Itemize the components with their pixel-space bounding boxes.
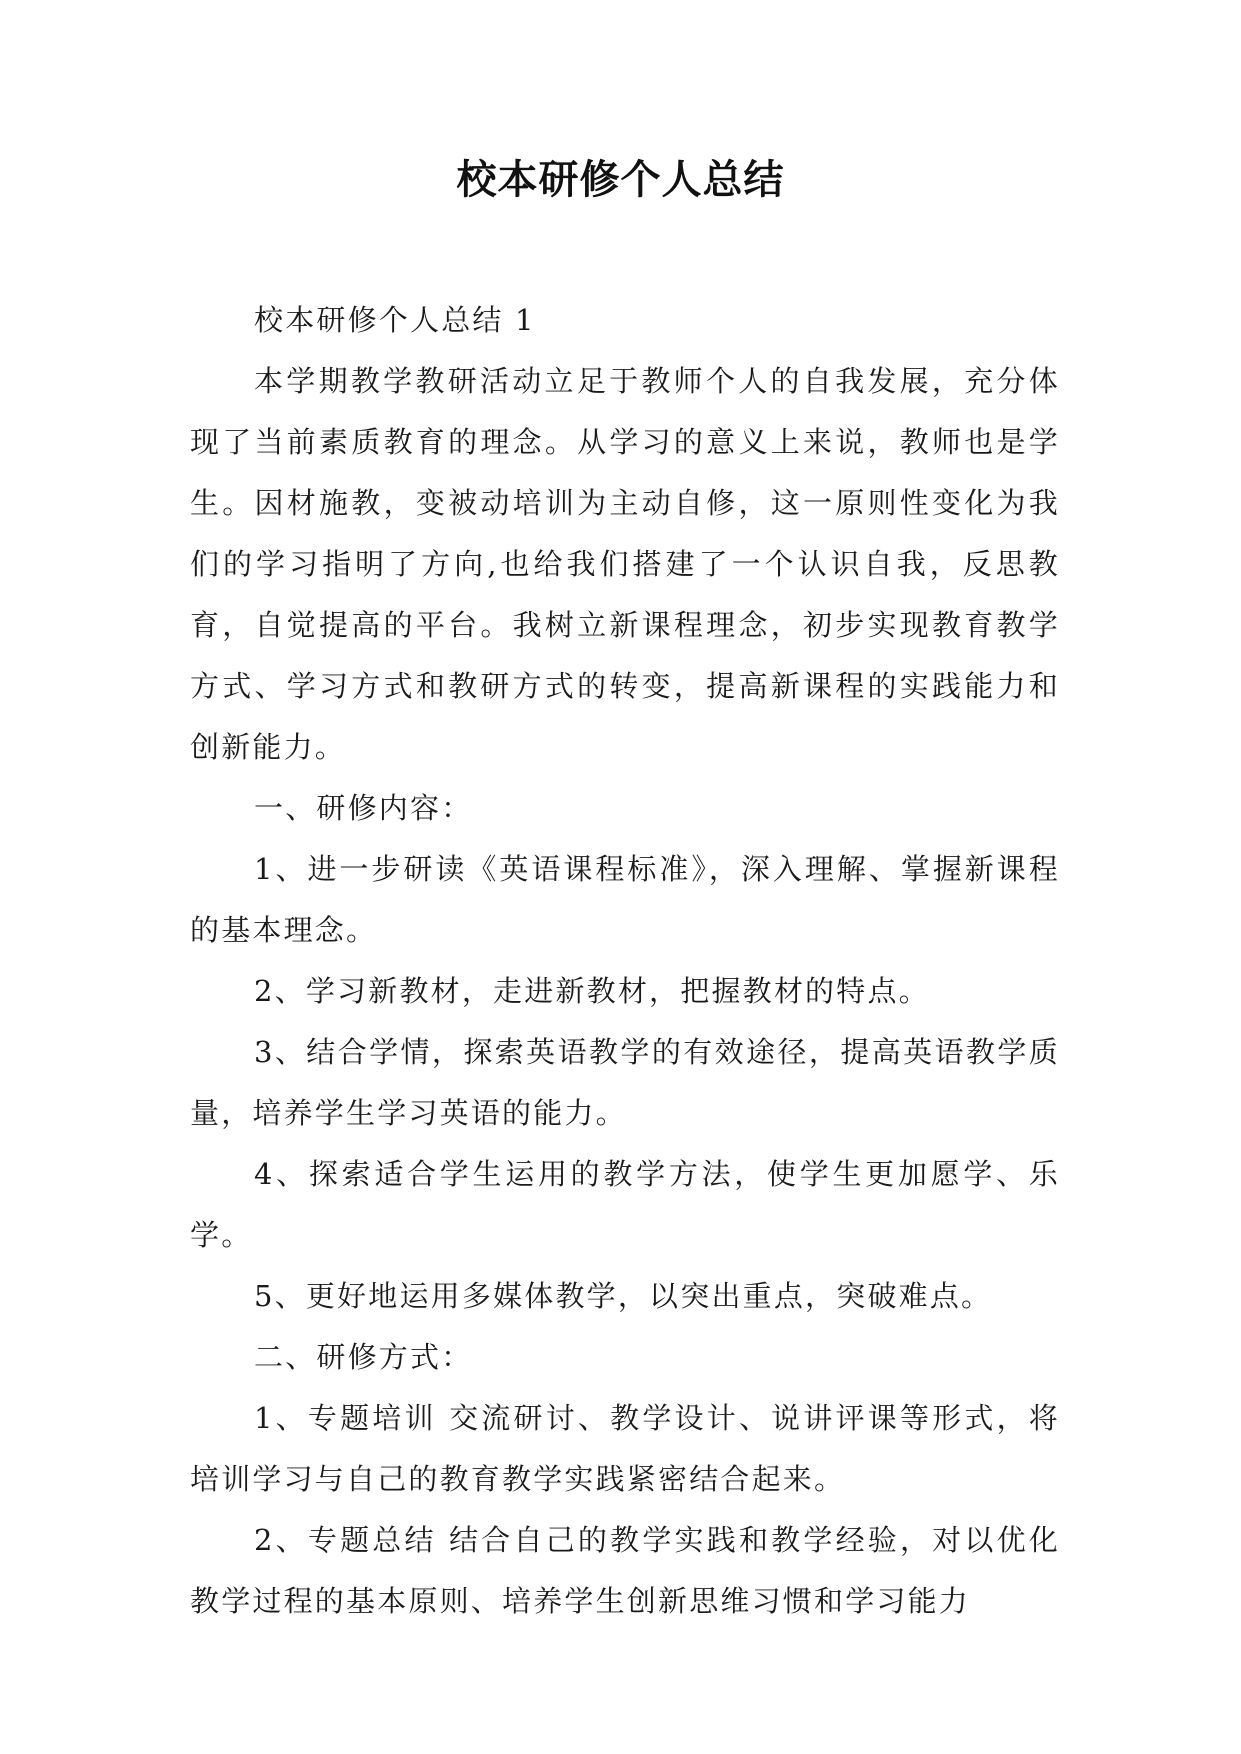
intro-paragraph: 本学期教学教研活动立足于教师个人的自我发展，充分体现了当前素质教育的理念。从学习的意义上来说，教师也是学生。因材施教，变被动培训为主动自修，这一原则性变化为我们的学习指明了方向,也给我们搭建了一个认识自我，反思教育，自觉提高的平台。我树立新课程理念，初步实现教育教学方式、学习方式和教研方式的转变，提高新课程的实践能力和创新能力。 — [190, 364, 1060, 764]
list-item: 3、结合学情，探索英语教学的有效途径，提高英语教学质量，培养学生学习英语的能力。 — [190, 1035, 1060, 1130]
section-heading: 二、研修方式： — [254, 1340, 473, 1374]
document-title: 校本研修个人总结 — [456, 157, 785, 203]
list-item: 1、进一步研读《英语课程标准》，深入理解、掌握新课程的基本理念。 — [190, 852, 1060, 947]
list-item: 5、更好地运用多媒体教学，以突出重点，突破难点。 — [254, 1279, 993, 1313]
section-heading: 一、研修内容： — [254, 791, 473, 825]
document-body — [190, 290, 1060, 1632]
list-item: 2、专题总结 结合自己的教学实践和教学经验，对以优化教学过程的基本原则、培养学生创新思维习惯和学习能力 — [190, 1523, 1060, 1618]
section-heading: 校本研修个人总结 1 — [254, 303, 536, 337]
list-item: 2、学习新教材，走进新教材，把握教材的特点。 — [254, 974, 930, 1008]
list-item: 4、探索适合学生运用的教学方法，使学生更加愿学、乐学。 — [190, 1157, 1060, 1252]
list-item: 1、专题培训 交流研讨、教学设计、说讲评课等形式，将培训学习与自己的教育教学实践紧密结合起来。 — [190, 1401, 1060, 1496]
